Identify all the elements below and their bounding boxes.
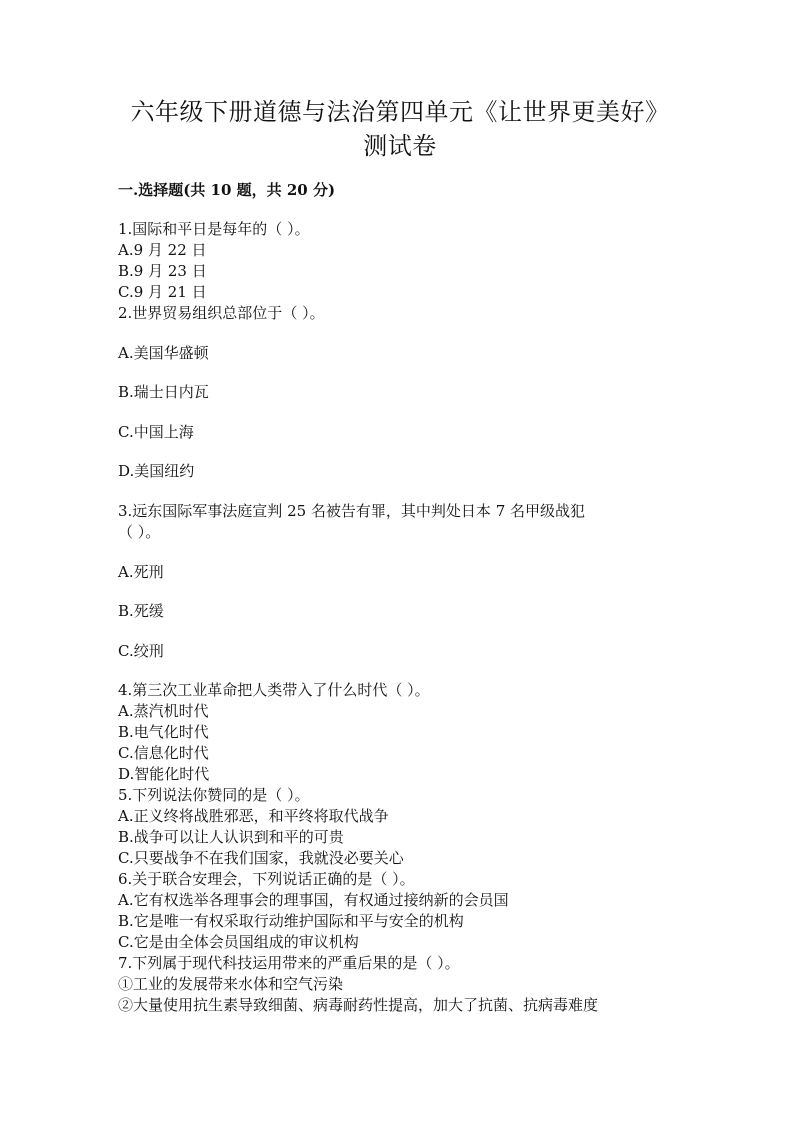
question-6-option-c: C.它是由全体会员国组成的审议机构: [118, 933, 359, 951]
question-4-stem: 4.第三次工业革命把人类带入了什么时代（ ）。: [118, 681, 430, 699]
page-title-line1: 六年级下册道德与法治第四单元《让世界更美好》: [130, 98, 670, 126]
question-6-option-b: B.它是唯一有权采取行动维护国际和平与安全的机构: [118, 912, 464, 930]
question-5-option-c: C.只要战争不在我们国家，我就没必要关心: [118, 849, 404, 867]
question-5-option-a: A.正义终将战胜邪恶，和平终将取代战争: [118, 807, 389, 825]
question-2-stem: 2.世界贸易组织总部位于（ ）。: [118, 304, 325, 322]
question-3-stem-cont: （ ）。: [118, 523, 161, 541]
question-2-option-a: A.美国华盛顿: [118, 344, 209, 362]
question-4-option-c: C.信息化时代: [118, 744, 209, 762]
question-2-option-d: D.美国纽约: [118, 462, 195, 480]
question-3-option-c: C.绞刑: [118, 642, 164, 660]
question-1-option-b: B.9 月 23 日: [118, 262, 207, 280]
question-5-option-b: B.战争可以让人认识到和平的可贵: [118, 828, 344, 846]
question-6-stem: 6.关于联合安理会，下列说话正确的是（ ）。: [118, 870, 415, 888]
question-2-option-c: C.中国上海: [118, 423, 194, 441]
question-5-stem: 5.下列说法你赞同的是（ ）。: [118, 786, 310, 804]
question-3-option-b: B.死缓: [118, 602, 164, 620]
question-1-option-a: A.9 月 22 日: [118, 241, 207, 259]
question-7-stem: 7.下列属于现代科技运用带来的严重后果的是（ ）。: [118, 954, 460, 972]
question-6-option-a: A.它有权选举各理事会的理事国，有权通过接纳新的会员国: [118, 891, 509, 909]
question-1-stem: 1.国际和平日是每年的（ ）。: [118, 220, 310, 238]
section-heading: 一.选择题(共 10 题，共 20 分): [118, 181, 336, 199]
question-3-stem: 3.远东国际军事法庭宣判 25 名被告有罪，其中判处日本 7 名甲级战犯: [118, 502, 586, 520]
question-4-option-b: B.电气化时代: [118, 723, 209, 741]
question-7-option-1: ①工业的发展带来水体和空气污染: [118, 975, 344, 993]
page-title-line2: 测试卷: [363, 132, 437, 160]
question-1-option-c: C.9 月 21 日: [118, 283, 207, 301]
question-3-option-a: A.死刑: [118, 563, 164, 581]
question-4-option-a: A.蒸汽机时代: [118, 702, 209, 720]
question-2-option-b: B.瑞士日内瓦: [118, 383, 209, 401]
question-7-option-2: ②大量使用抗生素导致细菌、病毒耐药性提高，加大了抗菌、抗病毒难度: [118, 996, 599, 1014]
question-4-option-d: D.智能化时代: [118, 765, 210, 783]
